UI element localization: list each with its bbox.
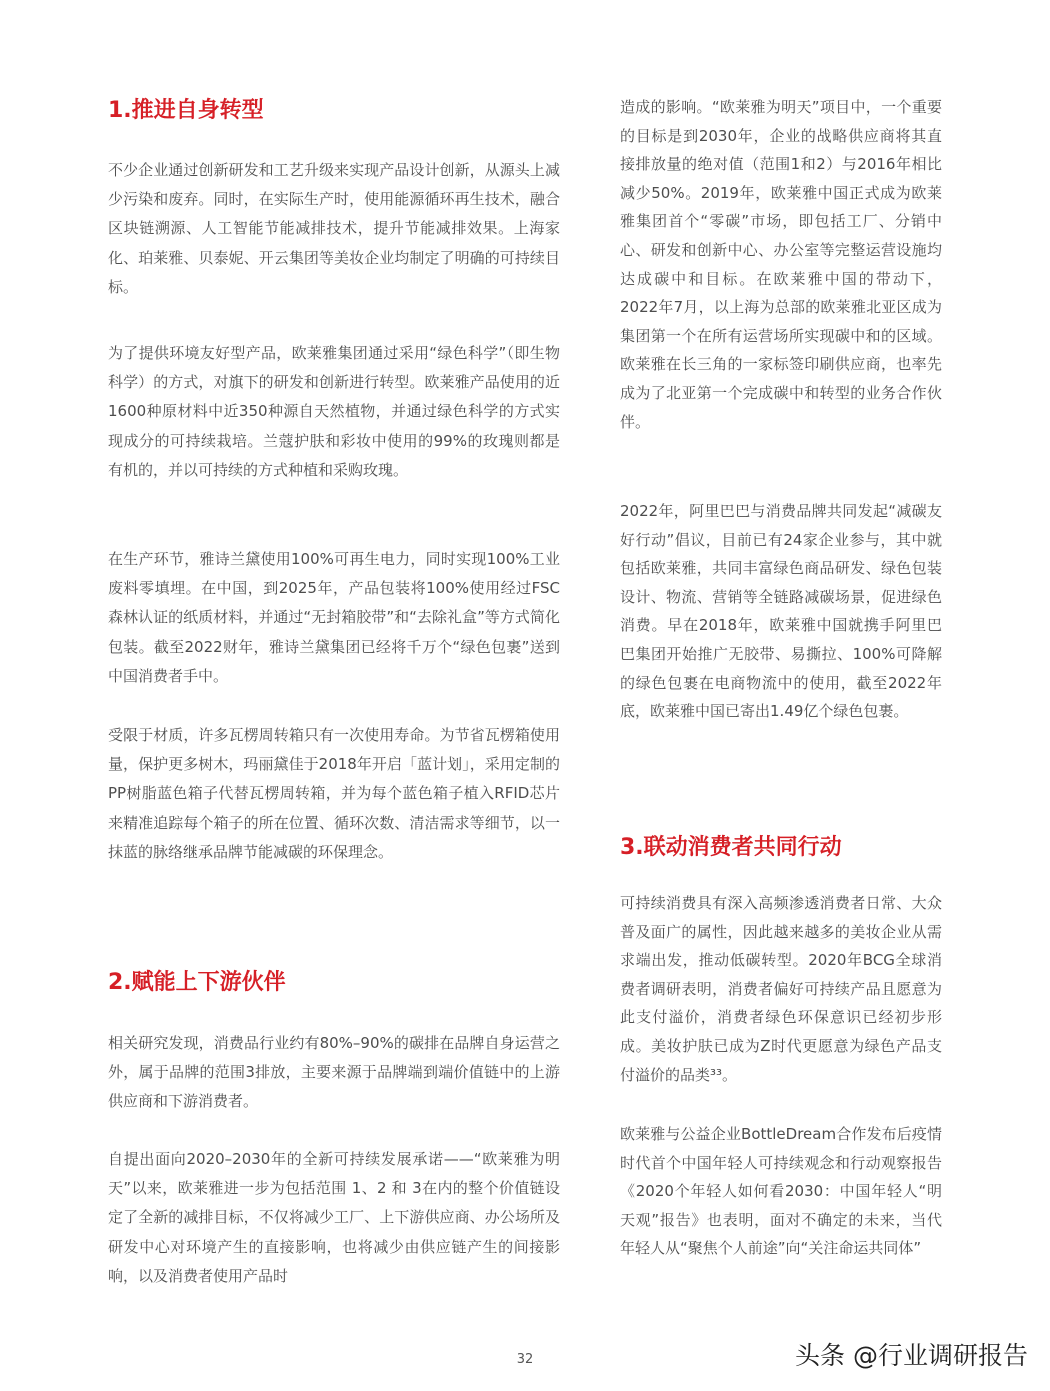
section-heading-3: 3.联动消费者共同行动 — [620, 835, 842, 860]
paragraph: 造成的影响。“欧莱雅为明天”项目中，一个重要的目标是到2030年，企业的战略供应商将其直接排放量的绝对值（范围1和2）与2016年相比减少50%。2019年，欧莱雅中国正式成为欧莱雅集团首个“零碳”市场，即包括工厂、分销中心、研发和创新中心、办公室等完整运营设施均达成碳中和目标。在欧莱雅中国的带动下，2022年7月，以上海为总部的欧莱雅北亚区成为集团第一个在所有运营场所实现碳中和的区域。欧莱雅在长三角的一家标签印刷供应商，也率先成为了北亚第一个完成碳中和转型的业务合作伙伴。 — [620, 98, 942, 431]
section-heading-1: 1.推进自身转型 — [108, 98, 264, 123]
paragraph: 受限于材质，许多瓦楞周转箱只有一次使用寿命。为节省瓦楞箱使用量，保护更多树木，玛丽黛佳于2018年开启「蓝计划」，采用定制的PP树脂蓝色箱子代替瓦楞周转箱，并为每个蓝色箱子植入RFID芯片来精准追踪每个箱子的所在位置、循环次数、清洁需求等细节，以一抹蓝的脉络继承品牌节能减碳的环保理念。 — [108, 726, 560, 861]
paragraph: 在生产环节，雅诗兰黛使用100%可再生电力，同时实现100%工业废料零填埋。在中国，到2025年，产品包装将100%使用经过FSC森林认证的纸质材料，并通过“无封箱胶带”和“去除礼盒”等方式简化包装。截至2022财年，雅诗兰黛集团已经将千万个“绿色包裹”送到中国消费者手中。 — [108, 550, 560, 685]
paragraph: 欧莱雅与公益企业BottleDream合作发布后疫情时代首个中国年轻人可持续观念和行动观察报告《2020个年轻人如何看2030：中国年轻人“明天观”报告》也表明，面对不确定的未来，当代年轻人从“聚焦个人前途”向“关注命运共同体” — [620, 1125, 942, 1258]
paragraph: 相关研究发现，消费品行业约有80%–90%的碳排在品牌自身运营之外，属于品牌的范围3排放，主要来源于品牌端到端价值链中的上游供应商和下游消费者。 — [108, 1034, 560, 1111]
source-watermark: 头条 @行业调研报告 — [795, 1341, 1028, 1370]
page-number: 32 — [516, 1352, 534, 1367]
paragraph: 2022年，阿里巴巴与消费品牌共同发起“减碳友好行动”倡议，目前已有24家企业参与，其中就包括欧莱雅，共同丰富绿色商品研发、绿色包装设计、物流、营销等全链路减碳场景，促进绿色消费。早在2018年，欧莱雅中国就携手阿里巴巴集团开始推广无胶带、易撕拉、100%可降解的绿色包裹在电商物流中的使用，截至2022年底，欧莱雅中国已寄出1.49亿个绿色包裹。 — [620, 502, 942, 721]
paragraph: 自提出面向2020–2030年的全新可持续发展承诺——“欧莱雅为明天”以来，欧莱雅进一步为包括范围 1、2 和 3在内的整个价值链设定了全新的减排目标，不仅将减少工厂、上下游供应商、办公场所及研发中心对环境产生的直接影响，也将减少由供应链产生的间接影响，以及消费者使用产品时 — [108, 1150, 560, 1285]
paragraph: 可持续消费具有深入高频渗透消费者日常、大众普及面广的属性，因此越来越多的美妆企业从需求端出发，推动低碳转型。2020年BCG全球消费者调研表明，消费者偏好可持续产品且愿意为此支付溢价，消费者绿色环保意识已经初步形成。美妆护肤已成为Z时代更愿意为绿色产品支付溢价的品类³³。 — [620, 894, 942, 1084]
paragraph: 为了提供环境友好型产品，欧莱雅集团通过采用“绿色科学”（即生物科学）的方式，对旗下的研发和创新进行转型。欧莱雅产品使用的近1600种原材料中近350种源自天然植物，并通过绿色科学的方式实现成分的可持续栽培。兰蔻护肤和彩妆中使用的99%的玫瑰则都是有机的，并以可持续的方式种植和采购玫瑰。 — [108, 344, 560, 479]
section-heading-2: 2.赋能上下游伙伴 — [108, 970, 286, 995]
paragraph: 不少企业通过创新研发和工艺升级来实现产品设计创新，从源头上减少污染和废弃。同时，在实际生产时，使用能源循环再生技术，融合区块链溯源、人工智能节能减排技术，提升节能减排效果。上海家化、珀莱雅、贝泰妮、开云集团等美妆企业均制定了明确的可持续目标。 — [108, 161, 560, 296]
